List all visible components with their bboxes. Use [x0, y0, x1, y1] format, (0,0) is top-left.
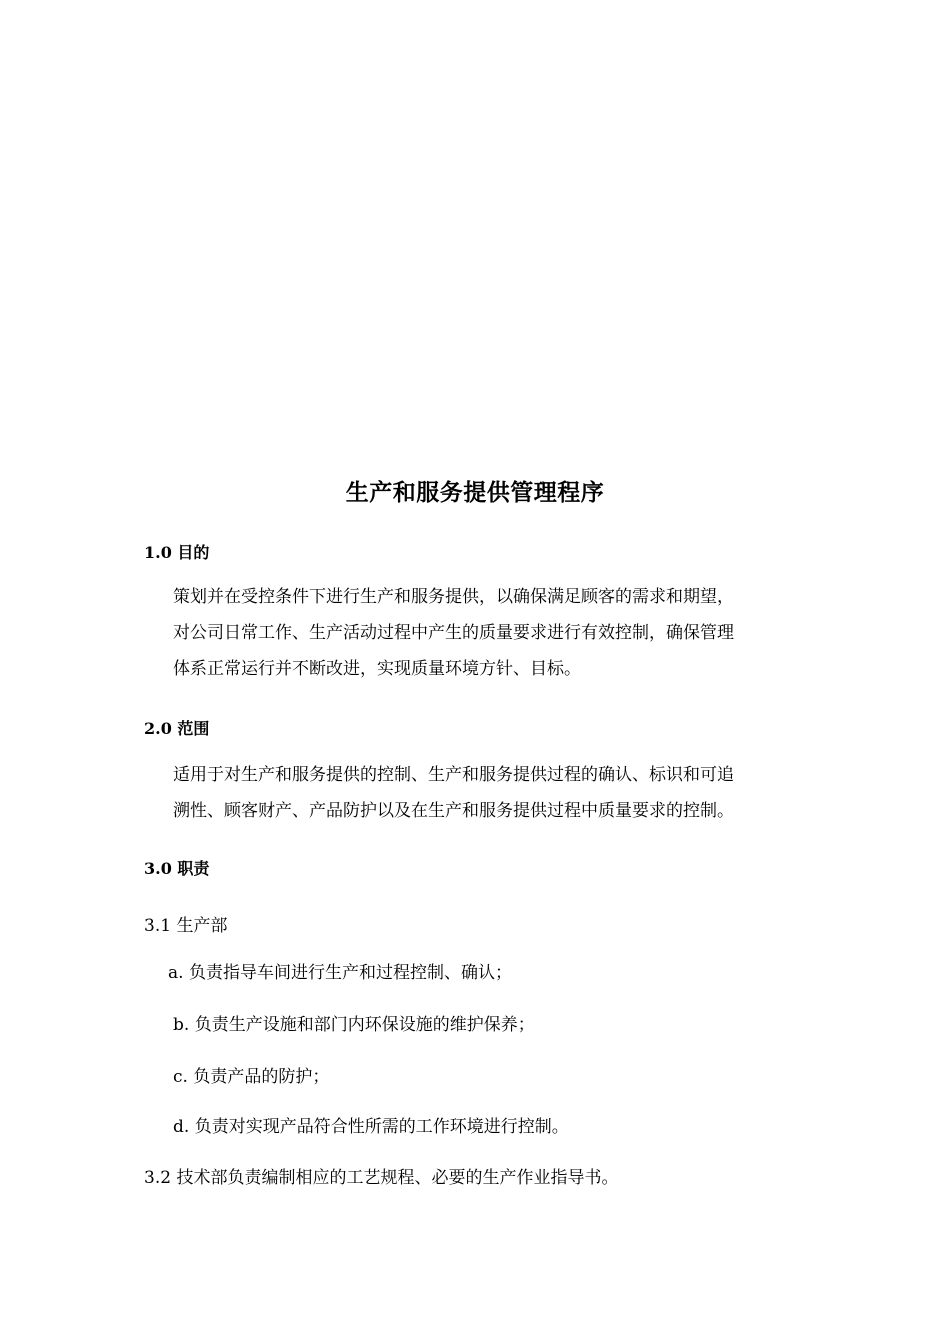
paragraph-line: 对公司日常工作、生产活动过程中产生的质量要求进行有效控制，确保管理: [173, 623, 734, 643]
list-item: c. 负责产品的防护；: [173, 1067, 330, 1087]
section-body-purpose: [173, 579, 823, 687]
list-item: d. 负责对实现产品符合性所需的工作环境进行控制。: [173, 1117, 569, 1137]
document-title: 生产和服务提供管理程序: [345, 479, 605, 506]
list-item: b. 负责生产设施和部门内环保设施的维护保养；: [173, 1015, 535, 1035]
paragraph-line: 策划并在受控条件下进行生产和服务提供，以确保满足顾客的需求和期望，: [173, 587, 734, 607]
paragraph-line: 溯性、顾客财产、产品防护以及在生产和服务提供过程中质量要求的控制。: [173, 801, 734, 821]
section-heading-responsibilities: 3.0 职责: [144, 859, 210, 878]
list-item: a. 负责指导车间进行生产和过程控制、确认；: [168, 963, 512, 983]
section-heading-scope: 2.0 范围: [144, 719, 210, 738]
subsection-tech-dept: 3.2 技术部负责编制相应的工艺规程、必要的生产作业指导书。: [144, 1168, 619, 1188]
paragraph-line: 适用于对生产和服务提供的控制、生产和服务提供过程的确认、标识和可追: [173, 765, 734, 785]
section-heading-purpose: 1.0 目的: [144, 543, 210, 562]
subsection-production-dept: 3.1 生产部: [144, 916, 228, 936]
section-body-scope: [173, 757, 823, 829]
paragraph-line: 体系正常运行并不断改进，实现质量环境方针、目标。: [173, 659, 581, 679]
